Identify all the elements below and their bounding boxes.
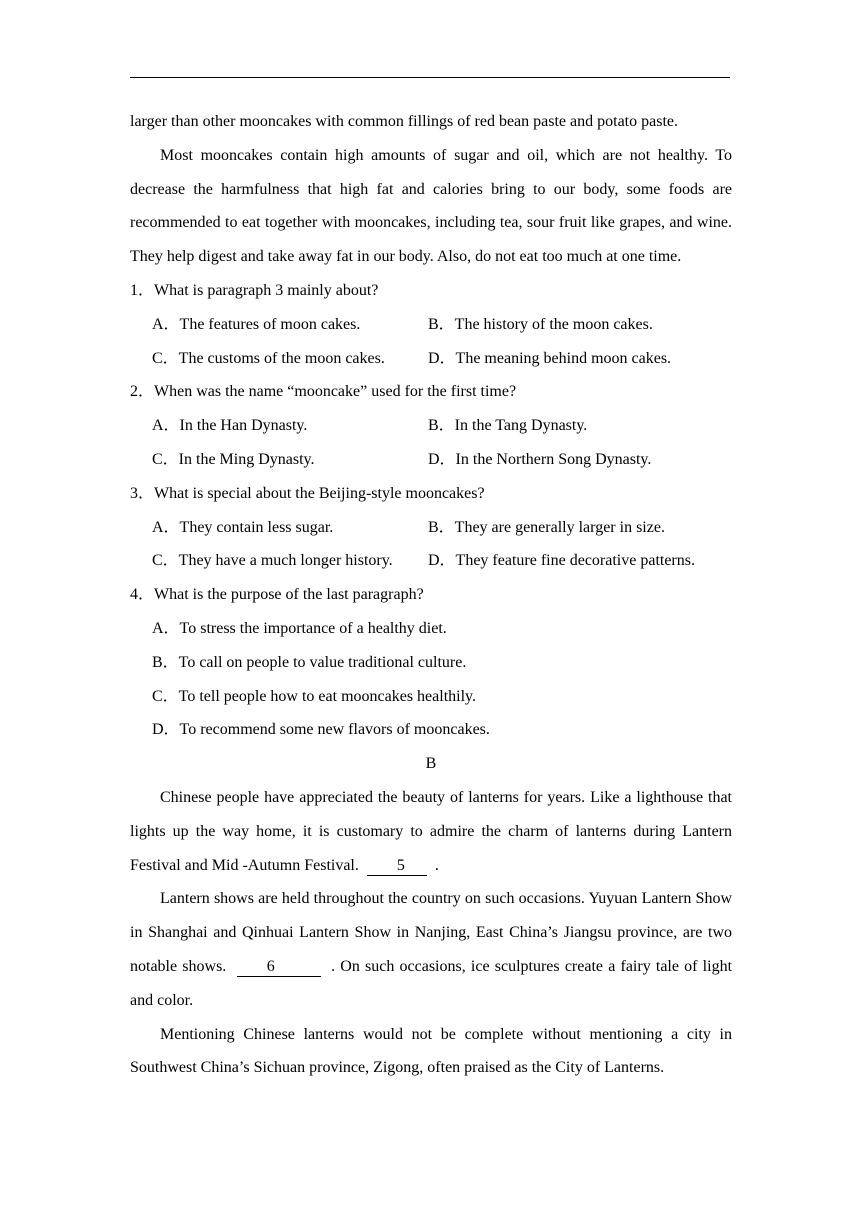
paragraph-continuation: larger than other mooncakes with common fillings of red bean paste and potato paste. xyxy=(130,113,678,130)
question-3-options-row-2 xyxy=(130,544,732,578)
document-body xyxy=(130,105,732,1085)
question-1-stem: 1．What is paragraph 3 mainly about? xyxy=(130,281,379,299)
question-2-option-b: B．In the Tang Dynasty. xyxy=(428,417,588,435)
question-4-option-c: C．To tell people how to eat mooncakes healthily. xyxy=(152,687,476,705)
question-3-option-a: A．They contain less sugar. xyxy=(152,518,334,536)
passage-b-paragraph-2-end: . On such occasions, ice sculptures create a fairy tale of light and color. xyxy=(130,957,733,1009)
question-3-option-b: B．They are generally larger in size. xyxy=(428,518,665,536)
question-4-option-d: D．To recommend some new flavors of mooncakes. xyxy=(152,721,490,739)
question-1-option-b: B．The history of the moon cakes. xyxy=(428,315,653,333)
passage-b-paragraph-2 xyxy=(130,882,732,1017)
header-rule xyxy=(130,77,730,78)
paragraph-last-a: Most mooncakes contain high amounts of sugar and oil, which are not healthy. To decrease the harmfulness that high fat and calories bring to our body, some foods are recommended to eat together with mooncakes, including tea, sour fruit like grapes, and wine. They help digest and take away fat in our body. Also, do not eat too much at one time. xyxy=(130,146,732,266)
question-2-option-a: A．In the Han Dynasty. xyxy=(152,417,308,435)
passage-b-paragraph-2-text: Lantern shows are held throughout the country on such occasions. Yuyuan Lantern Show in Shanghai and Qinhuai Lantern Show in Nanjing, East China’s Jiangsu province, are two notable shows. xyxy=(130,890,732,975)
passage-b-paragraph-1 xyxy=(130,781,732,882)
question-1-option-d: D．The meaning behind moon cakes. xyxy=(428,349,672,367)
question-2-options-row-2 xyxy=(130,443,732,477)
question-1-option-c: C．The customs of the moon cakes. xyxy=(152,349,385,367)
question-3-stem: 3．What is special about the Beijing-style mooncakes? xyxy=(130,484,485,502)
blank-6: 6 xyxy=(237,958,321,977)
question-2-option-d: D．In the Northern Song Dynasty. xyxy=(428,450,652,468)
question-3-option-c: C．They have a much longer history. xyxy=(152,552,393,570)
question-2-options-row-1 xyxy=(130,409,732,443)
passage-b-paragraph-1-end: . xyxy=(434,856,439,874)
question-3-option-d: D．They feature fine decorative patterns. xyxy=(428,552,695,570)
question-1-options-row-2 xyxy=(130,342,732,376)
blank-5: 5 xyxy=(367,857,427,876)
question-4-option-a: A．To stress the importance of a healthy diet. xyxy=(152,619,447,637)
question-4-stem: 4．What is the purpose of the last paragraph? xyxy=(130,586,424,604)
passage-b-heading: B xyxy=(425,755,437,773)
question-3-options-row-1 xyxy=(130,511,732,545)
passage-b-paragraph-1-text: Chinese people have appreciated the beauty of lanterns for years. Like a lighthouse that lights up the way home, it is customary to admire the charm of lanterns during Lantern Festival and Mid -Autumn Festival. xyxy=(130,788,732,874)
question-1-option-a: A．The features of moon cakes. xyxy=(152,315,361,333)
question-2-option-c: C．In the Ming Dynasty. xyxy=(152,450,315,468)
passage-b-paragraph-3: Mentioning Chinese lanterns would not be complete without mentioning a city in Southwest China’s Sichuan province, Zigong, often praised as the City of Lanterns. xyxy=(130,1025,732,1077)
question-1-options-row-1 xyxy=(130,308,732,342)
question-2-stem: 2．When was the name “mooncake” used for the first time? xyxy=(130,383,517,401)
question-4-option-b: B．To call on people to value traditional culture. xyxy=(152,653,467,671)
